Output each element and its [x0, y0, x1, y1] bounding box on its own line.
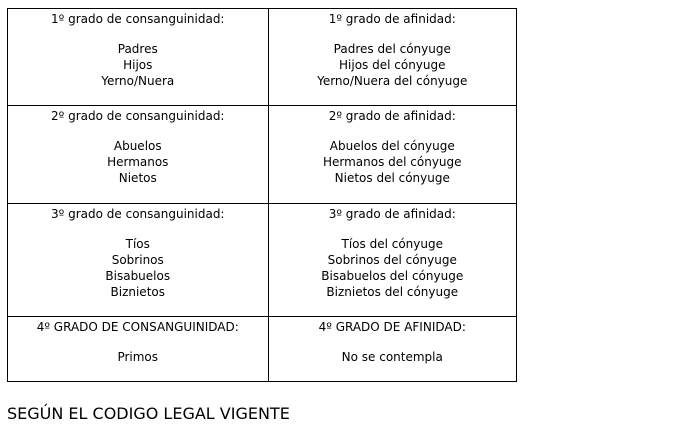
list-item: Sobrinos [111, 253, 164, 267]
list-item: Padres [117, 42, 158, 56]
affinity-cell [268, 204, 517, 317]
list-item: Hermanos [107, 155, 169, 169]
cell-heading: 3º grado de consanguinidad: [51, 207, 225, 221]
list-item: Hijos del cónyuge [339, 58, 446, 72]
consanguinity-cell [8, 9, 269, 106]
relatives-list [269, 236, 517, 300]
cell-heading: 2º grado de afinidad: [328, 109, 456, 123]
table-row [8, 9, 517, 106]
list-item: Nietos del cónyuge [334, 171, 450, 185]
legal-footer-note: SEGÚN EL CODIGO LEGAL VIGENTE [7, 404, 290, 423]
list-item: Tíos [125, 237, 150, 251]
list-item: Bisabuelos [105, 269, 171, 283]
list-item: Bisabuelos del cónyuge [321, 269, 464, 283]
list-item: Yerno/Nuera [101, 74, 175, 88]
list-item: Sobrinos del cónyuge [327, 253, 457, 267]
table-row [8, 106, 517, 204]
list-item: Primos [117, 350, 159, 364]
table-row [8, 317, 517, 382]
relatives-list [269, 41, 517, 89]
affinity-cell [268, 106, 517, 204]
cell-heading: 1º grado de consanguinidad: [51, 12, 225, 26]
consanguinity-cell [8, 204, 269, 317]
kinship-degrees-table [7, 8, 517, 382]
list-item: Abuelos [113, 139, 162, 153]
list-item: Biznietos [110, 285, 165, 299]
table-row [8, 204, 517, 317]
list-item: Nietos [118, 171, 157, 185]
list-item: Biznietos del cónyuge [326, 285, 459, 299]
list-item: Yerno/Nuera del cónyuge [317, 74, 468, 88]
list-item: Tíos del cónyuge [341, 237, 443, 251]
list-item: Padres del cónyuge [333, 42, 451, 56]
consanguinity-cell [8, 317, 269, 382]
relatives-list [8, 349, 268, 365]
affinity-cell [268, 317, 517, 382]
list-item: Abuelos del cónyuge [329, 139, 455, 153]
relatives-list [8, 138, 268, 186]
relatives-list [269, 349, 517, 365]
cell-heading: 3º grado de afinidad: [328, 207, 456, 221]
cell-heading: 1º grado de afinidad: [328, 12, 456, 26]
relatives-list [8, 236, 268, 300]
cell-heading: 4º GRADO DE AFINIDAD: [318, 320, 466, 334]
list-item: Hijos [123, 58, 153, 72]
list-item: No se contempla [341, 350, 443, 364]
consanguinity-cell [8, 106, 269, 204]
cell-heading: 2º grado de consanguinidad: [51, 109, 225, 123]
cell-heading: 4º GRADO DE CONSANGUINIDAD: [36, 320, 239, 334]
relatives-list [8, 41, 268, 89]
affinity-cell [268, 9, 517, 106]
relatives-list [269, 138, 517, 186]
list-item: Hermanos del cónyuge [322, 155, 462, 169]
